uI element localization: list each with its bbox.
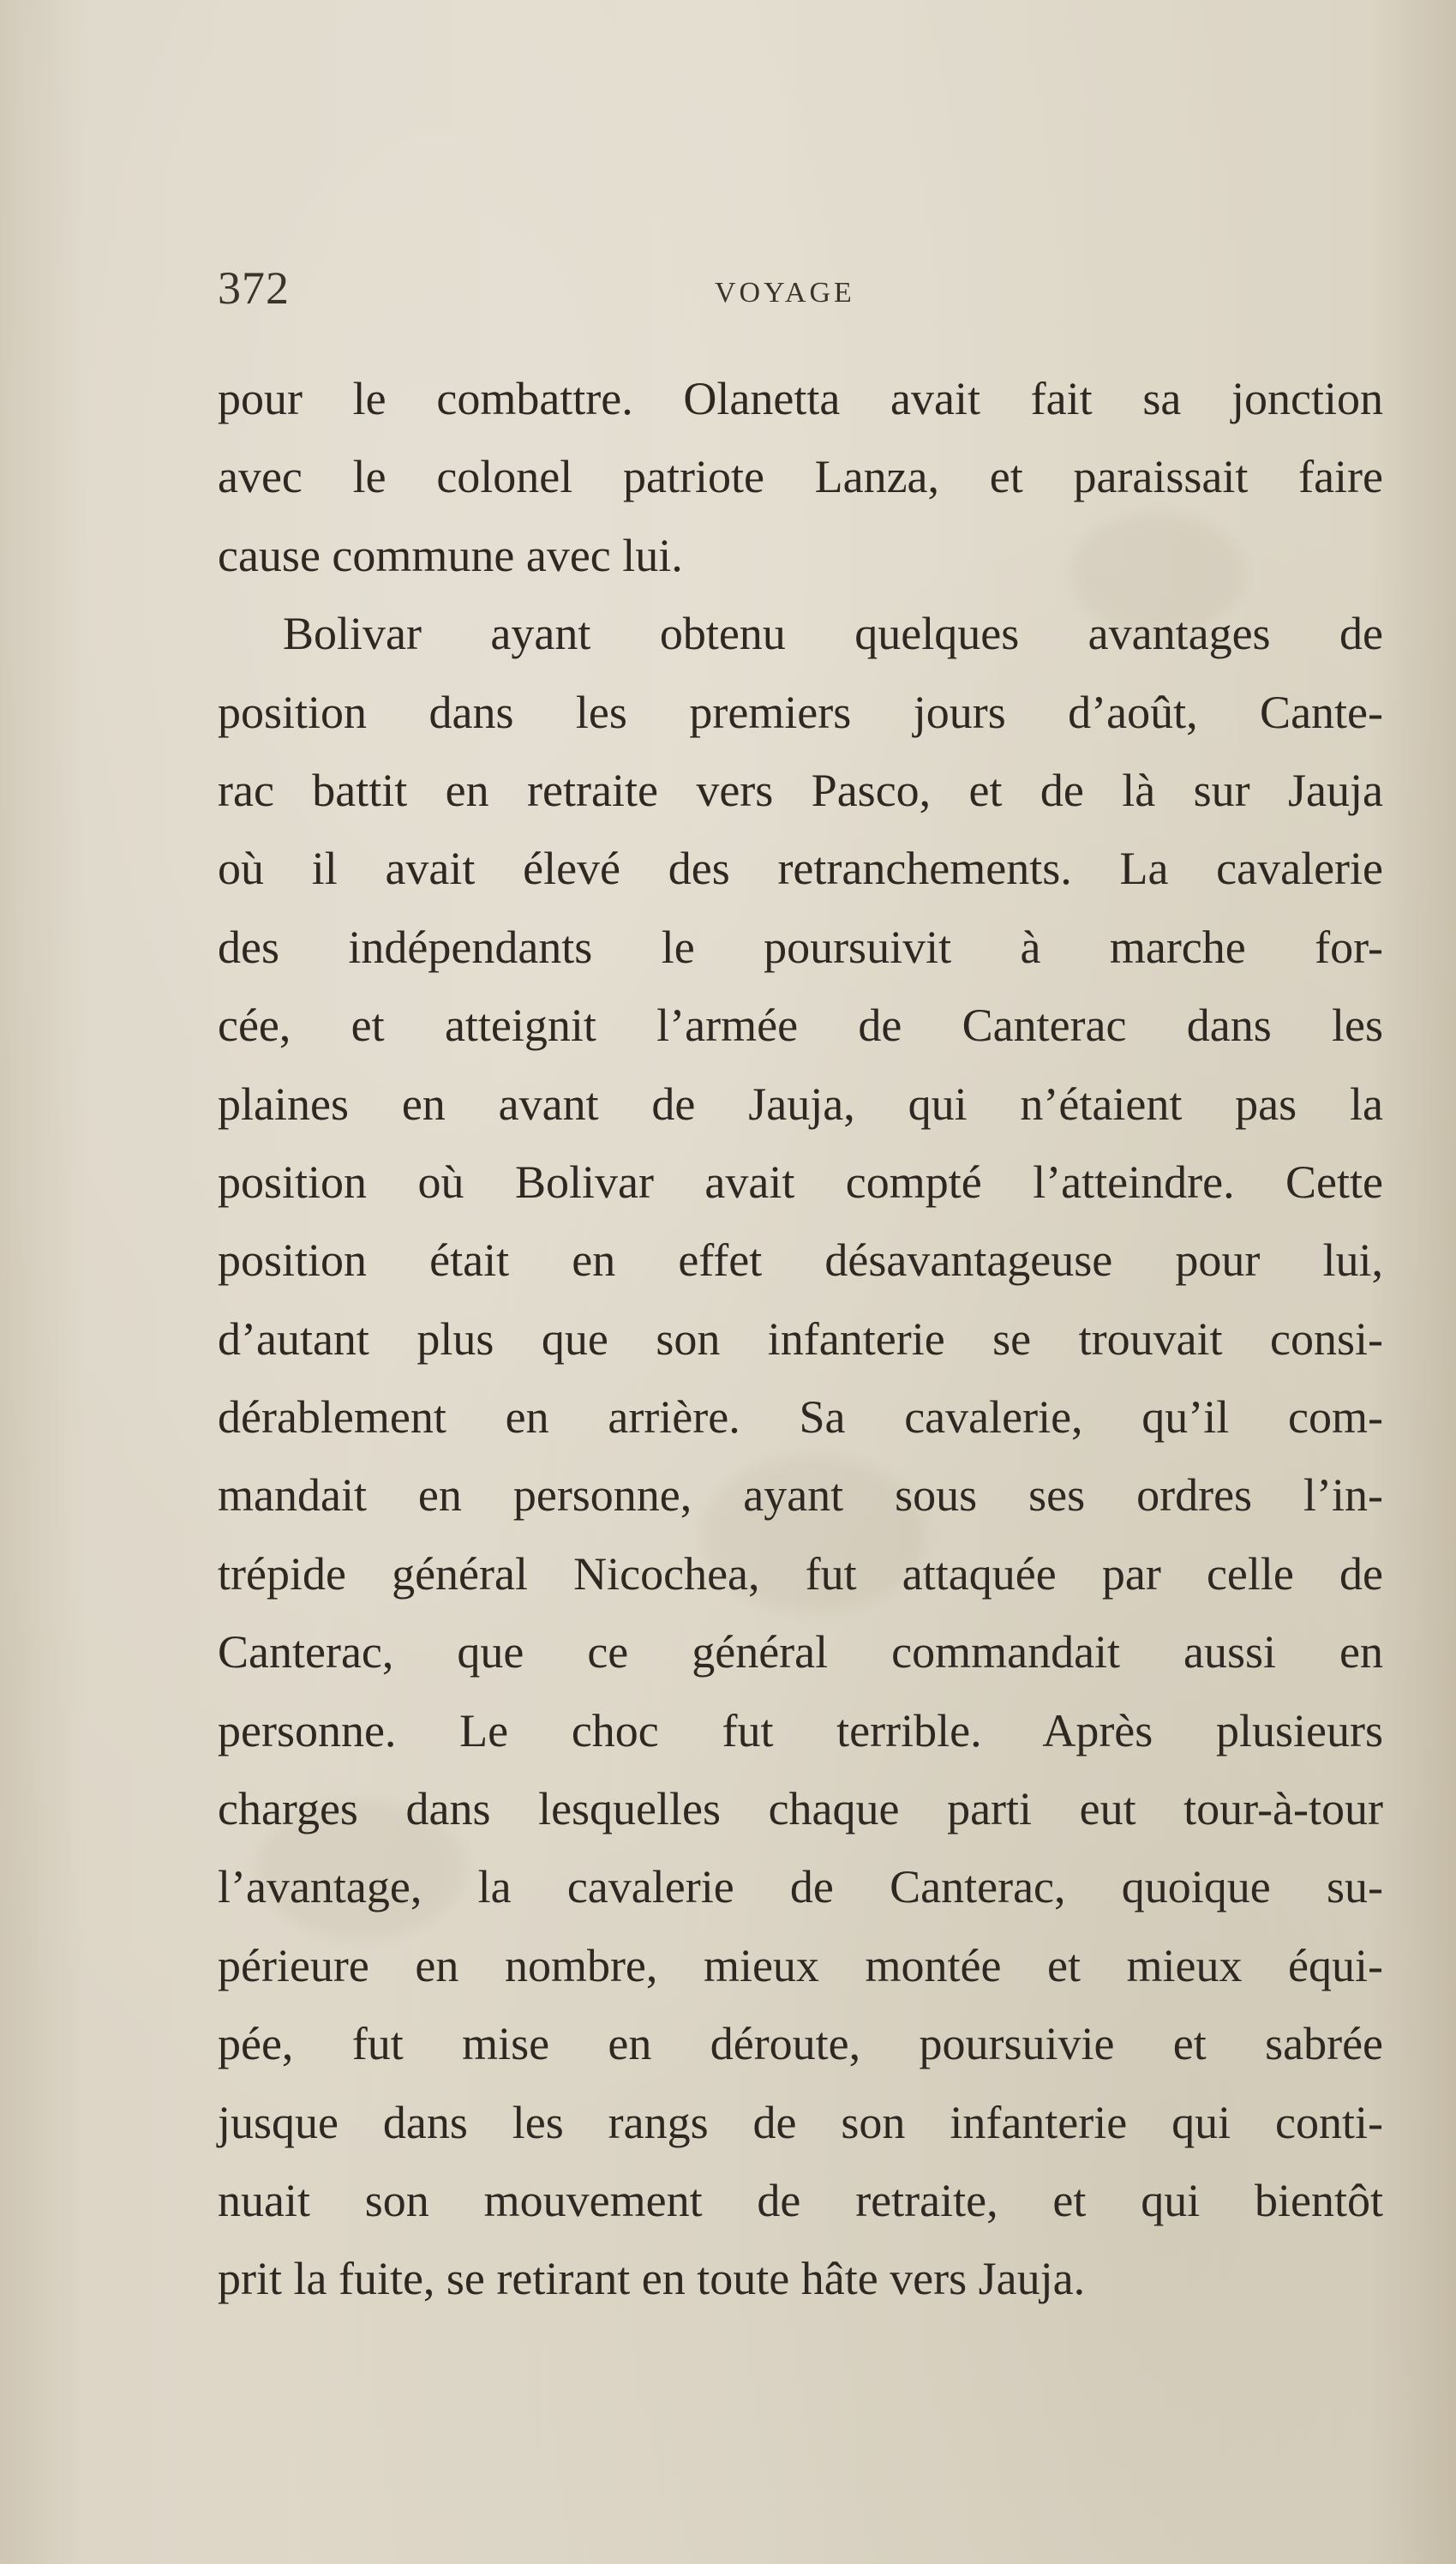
text-line: périeure en nombre, mieux montée et mieux équi- [218, 1939, 1383, 1991]
text-line: cause commune avec lui. [218, 529, 683, 581]
text-line: où il avait élevé des retranchements. La cavalerie [218, 843, 1383, 895]
body-text [218, 360, 1383, 2319]
text-line: plaines en avant de Jauja, qui n’étaient pas la [218, 1078, 1383, 1130]
page-header [218, 261, 1383, 330]
running-head: VOYAGE [715, 277, 855, 309]
text-line: Bolivar ayant obtenu quelques avantages de [283, 608, 1383, 660]
text-line: nuait son mouvement de retraite, et qui bientôt [218, 2174, 1383, 2226]
text-line: rac battit en retraite vers Pasco, et de là sur Jauja [218, 764, 1383, 816]
text-line: prit la fuite, se retirant en toute hâte vers Jauja. [218, 2253, 1086, 2305]
text-line: position où Bolivar avait compté l’atteindre. Cette [218, 1156, 1383, 1208]
text-line: Canterac, que ce général commandait aussi en [218, 1626, 1383, 1678]
text-line: l’avantage, la cavalerie de Canterac, quoique su- [218, 1861, 1383, 1913]
text-line: personne. Le choc fut terrible. Après plusieurs [218, 1704, 1383, 1756]
page-number: 372 [218, 262, 290, 314]
text-line: pée, fut mise en déroute, poursuivie et sabrée [218, 2018, 1383, 2070]
text-line: trépide général Nicochea, fut attaquée par celle de [218, 1547, 1383, 1600]
text-line: des indépendants le poursuivit à marche for- [218, 921, 1383, 973]
text-line: position dans les premiers jours d’août, Cante- [218, 686, 1383, 738]
text-line: position était en effet désavantageuse pour lui, [218, 1234, 1383, 1287]
text-line: avec le colonel patriote Lanza, et paraissait faire [218, 451, 1383, 503]
text-line: jusque dans les rangs de son infanterie qui conti- [218, 2096, 1383, 2148]
text-line: mandait en personne, ayant sous ses ordres l’in- [218, 1469, 1383, 1522]
text-line: cée, et atteignit l’armée de Canterac dans les [218, 1000, 1383, 1052]
text-line: pour le combattre. Olanetta avait fait sa jonction [218, 373, 1383, 424]
text-line: charges dans lesquelles chaque parti eut tour-à-tour [218, 1783, 1383, 1835]
text-line: d’autant plus que son infanterie se trouvait consi- [218, 1312, 1383, 1365]
text-line: dérablement en arrière. Sa cavalerie, qu’il com- [218, 1391, 1383, 1444]
